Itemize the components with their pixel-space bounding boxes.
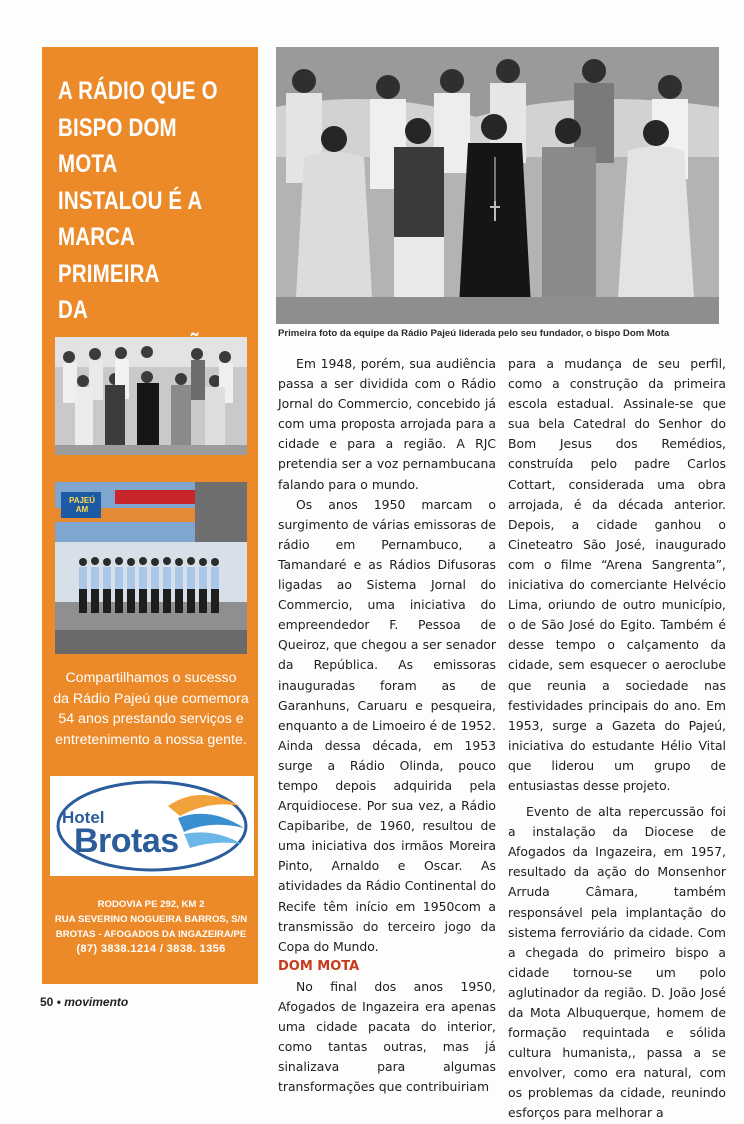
hotel-address [48,898,254,957]
sidebar-group-photo [55,337,247,455]
address-line: RODOVIA PE 292, KM 2 [97,899,205,910]
photo-caption: Primeira foto da equipe da Rádio Pajeú liderada pelo seu fundador, o bispo Dom Mota [278,328,670,339]
ad-line: da Rádio Pajeú que comemora [53,690,249,707]
article-paragraph: para a mudança de seu perfil, como a construção da primeira escola estadual. Assinale-se que sua bela Catedral do Senhor do Bom Jesus dos Remédios, construída pelo padre Carlos Cottart, considerada uma obra arrojada, é da década anterior. Depois, a cidade ganhou o Cineteatro São José, inaugurado com o filme “Arena Sangrenta”, iniciativa do comerciante Helvécio Lima, oriundo de outro município, o de São José do Egito. Também é desse tempo o calçamento da cidade, sem esquecer o aeroclube que reunia a sociedade nas festividades principais do ano. Em 1953, surge a Gazeta do Pajeú, iniciativa do estudante Hélio Vital que liderou um grupo de entusiastas desse projeto. [508,356,726,793]
section-subhead: DOM MOTA [278,958,360,974]
hotel-name: Brotas [74,822,179,860]
ad-line: 54 anos prestando serviços e [58,711,244,727]
page-number: 50 [40,995,54,1009]
storefront-team-photo [55,482,247,654]
article-paragraph: Em 1948, porém, sua audiência passa a ser dividida com o Rádio Jornal do Commercio, concebido já com uma proposta arrojada para a cidade e para a região. A RJC pretendia ser a voz pernambucana falando para o mundo. [278,356,496,492]
hotel-label: Hotel [62,808,105,827]
hotel-phone: (87) 3838.1214 / 3838. 1356 [76,943,226,956]
footer-separator: • [56,995,61,1009]
magazine-name: movimento [64,995,129,1009]
article-column-2 [508,354,726,1124]
page-footer [40,995,128,1009]
ad-line: Compartilhamos o sucesso [65,670,237,686]
address-line: BROTAS - AFOGADOS DA INGAZEIRA/PE [55,928,247,940]
article-paragraph: Evento de alta repercussão foi a instalação da Diocese de Afogados da Ingazeira, em 1957, resultado da ação do Monsenhor Arruda Câmara, também responsável pela implantação do sistema ferroviário da cidade. Com a chegada do primeiro bispo a cidade tornou-se um polo aglutinador da região. D. João José da Mota Albuquerque, homem de formação requintada e sólida cultura humanista,, passa a se envolver, como era natural, com os problemas da cidade, reunindo esforços para melhorar a [508,804,726,1121]
address-line: RUA SEVERINO NOGUEIRA BARROS, S/N [54,913,248,925]
ad-message [52,668,250,750]
article-paragraph: Os anos 1950 marcam o surgimento de várias emissoras de rádio em Pernambuco, a Tamandaré e as Rádios Difusoras ligadas ao Sistema Jornal do Commercio, uma iniciativa do empreendedor F. Pessoa de Queiroz, que chegou a ser senador da República. As emissoras inauguradas foram as de Garanhuns, Caruaru e pesqueira, enquanto a de Limoeiro é de 1952. Ainda dessa década, em 1953 surge a Rádio Olinda, pouco tempo depois adquirida pela Arquidiocese. Por sua vez, a Rádio Capibaribe, de 1960, resultou de uma iniciativa dos irmãos Moreira Pinto, Arnaldo e Oscar. As atividades da Rádio Continental do Recife têm início em 1950com a transmissão do terceiro jogo da Copa do Mundo. [278,496,496,954]
ad-line: entretenimento a nossa gente. [55,731,247,748]
article-column-1 [278,354,496,1097]
storefront-sign: PAJEÚ AM [68,496,96,514]
main-historic-photo [276,47,719,324]
article-paragraph: No final dos anos 1950, Afogados de Ingazeira era apenas uma cidade pacata do interior, como tantas outras, mas já sinalizava para algumas transformações que contribuiriam [278,978,496,1095]
sidebar-headline: A RÁDIO QUE O BISPO DOM MOTA INSTALOU É A MARCA PRIMEIRA DA [58,77,218,324]
